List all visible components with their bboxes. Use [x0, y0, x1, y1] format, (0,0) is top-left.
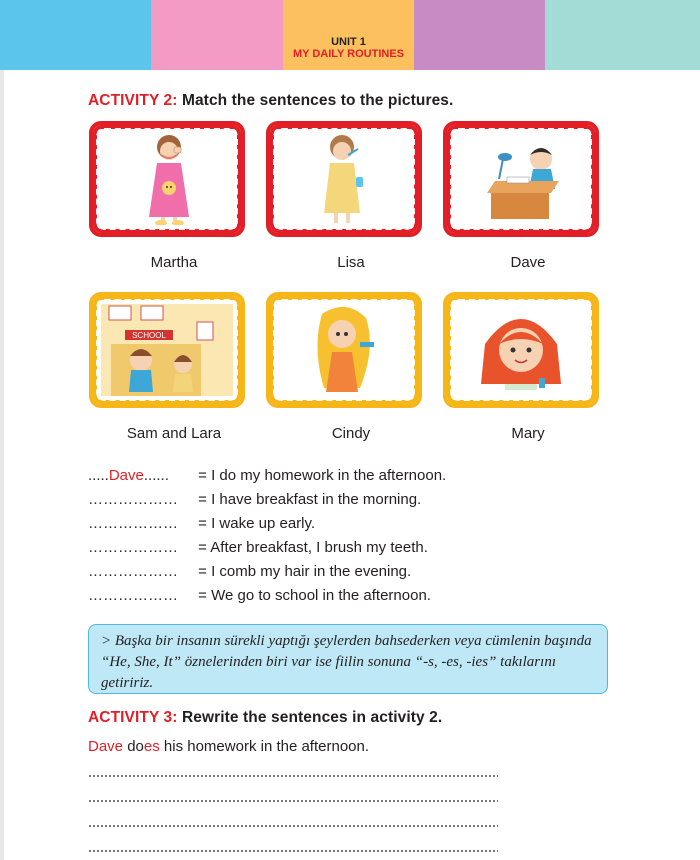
answer-blank[interactable]: [88, 466, 194, 486]
dots: ………………: [88, 515, 178, 532]
caption-mary: Mary: [511, 425, 545, 442]
header-bar: [0, 0, 700, 70]
unit-title: MY DAILY ROUTINES: [292, 48, 405, 60]
kids-going-to-school-picture: [101, 304, 233, 396]
dots: ………………: [88, 491, 178, 508]
answer-blank[interactable]: [88, 538, 194, 558]
writing-line-3[interactable]: [88, 825, 498, 827]
sentence-text: = We go to school in the afternoon.: [198, 587, 431, 604]
header-segment-purple: [414, 0, 545, 70]
dots: ………………: [88, 563, 178, 580]
caption-dave: Dave: [510, 254, 546, 271]
cindy-combing-hair-picture: [278, 304, 410, 396]
sentence-3: [88, 514, 315, 534]
answer-blank[interactable]: [88, 586, 194, 606]
sentence-text: = I comb my hair in the evening.: [198, 563, 412, 580]
grammar-info-box: > Başka bir insanın sürekli yaptığı şeylerden bahsederken veya cümlenin başında “He, She, It” öznelerinden biri var ise fiilin sonuna “-s, -es, -ies” takılarını getiririz.: [88, 624, 608, 694]
example-rest: his homework in the afternoon.: [163, 738, 370, 755]
caption-lisa: Lisa: [337, 254, 365, 271]
sentence-text: = I do my homework in the afternoon.: [198, 467, 447, 484]
dots: ………………: [88, 539, 178, 556]
dave-homework-picture: [455, 133, 587, 225]
example-verb-stem: do: [127, 738, 144, 755]
picture-frame-dave: [443, 121, 599, 237]
sentence-5: [88, 562, 411, 582]
school-sign-text: SCHOOL: [132, 331, 166, 340]
sentence-4: [88, 538, 428, 558]
unit-heading: [283, 36, 414, 60]
activity2-title: [88, 92, 453, 110]
sentence-text: = I wake up early.: [198, 515, 316, 532]
caption-martha: Martha: [150, 254, 198, 271]
sentence-2: [88, 490, 421, 510]
page-edge: [0, 70, 4, 860]
activity2-label: ACTIVITY 2:: [88, 92, 178, 109]
caption-sam-and-lara: Sam and Lara: [126, 425, 222, 442]
unit-number: UNIT 1: [331, 36, 366, 48]
dots: ......: [143, 467, 169, 484]
picture-frame-cindy: [266, 292, 422, 408]
sentence-text: = After breakfast, I brush my teeth.: [198, 539, 428, 556]
answer-blank[interactable]: [88, 562, 194, 582]
activity3-instruction: Rewrite the sentences in activity 2.: [181, 709, 443, 726]
writing-line-1[interactable]: [88, 775, 498, 777]
answer-blank[interactable]: [88, 490, 194, 510]
header-segment-blue: [0, 0, 151, 70]
caption-cindy: Cindy: [331, 425, 371, 442]
picture-frame-sam-and-lara: [89, 292, 245, 408]
lisa-brushing-teeth-picture: [278, 133, 410, 225]
dots: .....: [88, 467, 109, 484]
sentence-1: [88, 466, 446, 486]
mary-breakfast-picture: [455, 304, 587, 396]
picture-frame-martha: [89, 121, 245, 237]
example-verb-suffix: es: [143, 738, 160, 755]
answer-text: Dave: [108, 467, 144, 484]
answer-blank[interactable]: [88, 514, 194, 534]
picture-frame-mary: [443, 292, 599, 408]
writing-line-2[interactable]: [88, 800, 498, 802]
header-segment-pink: [151, 0, 283, 70]
activity3-example: [88, 738, 369, 755]
dots: ………………: [88, 587, 178, 604]
header-segment-teal: [545, 0, 700, 70]
sentence-6: [88, 586, 431, 606]
sentence-text: = I have breakfast in the morning.: [198, 491, 422, 508]
martha-yawning-picture: [101, 133, 233, 225]
activity3-label: ACTIVITY 3:: [88, 709, 178, 726]
header-segment-orange: [283, 0, 414, 70]
picture-frame-lisa: [266, 121, 422, 237]
activity2-instruction: Match the sentences to the pictures.: [181, 92, 454, 109]
example-subject: Dave: [88, 738, 124, 755]
writing-line-4[interactable]: [88, 850, 498, 852]
activity3-title: [88, 709, 442, 727]
